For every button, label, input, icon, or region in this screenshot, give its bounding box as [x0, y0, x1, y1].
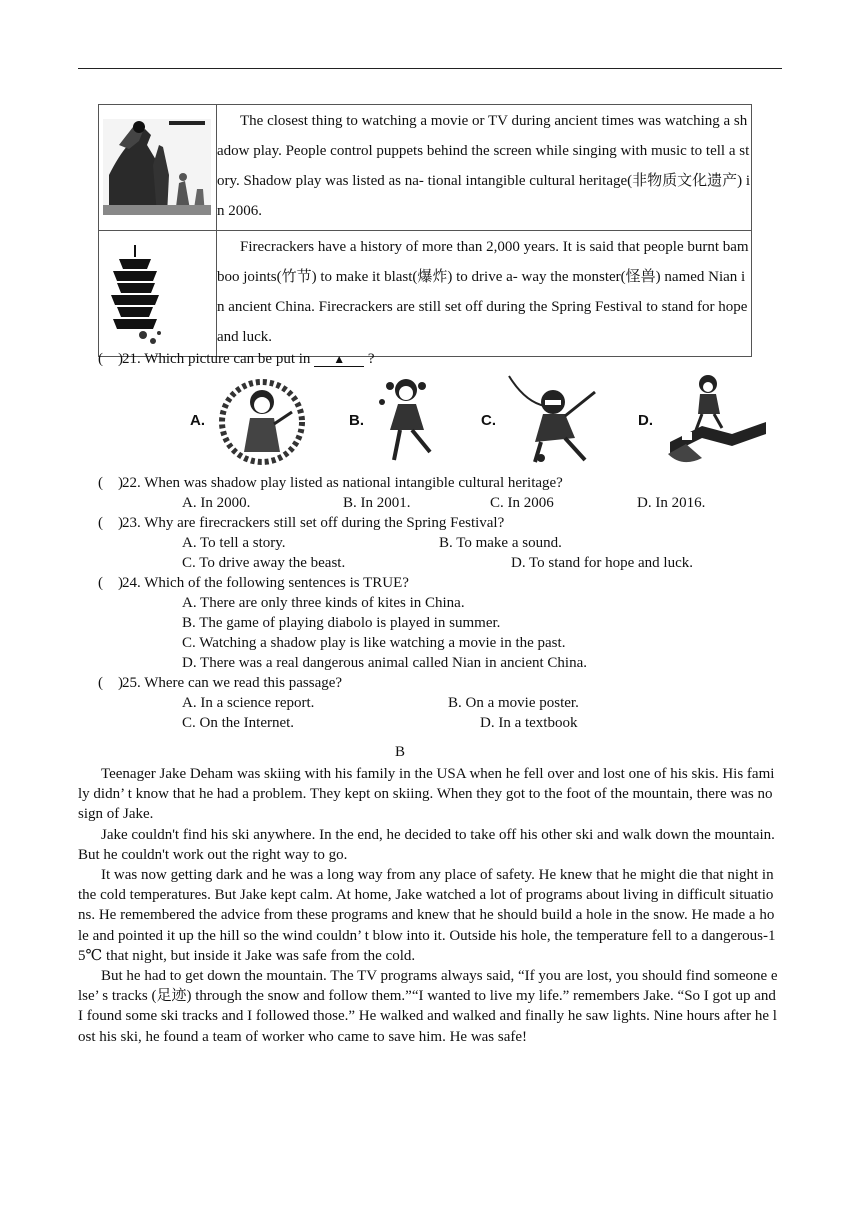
q23-option-d: D. To stand for hope and luck. — [511, 555, 693, 571]
q22-option-a: A. In 2000. — [182, 495, 251, 511]
header-rule — [78, 68, 782, 69]
passage-paragraph: Jake couldn't find his ski anywhere. In the end, he decided to take off his other ski and walk down the mountain. But he couldn't work out the right way to go. — [78, 826, 775, 863]
shuttlecock-girl-image — [372, 372, 444, 468]
question-22 — [98, 473, 563, 493]
firecrackers-text — [217, 231, 752, 357]
q22-option-d: D. In 2016. — [637, 495, 706, 511]
q24-option-c: C. Watching a shadow play is like watching a movie in the past. — [182, 635, 566, 651]
question-text: 22. When was shadow play listed as national intangible cultural heritage? — [122, 475, 563, 491]
answer-blank[interactable]: ( ) — [98, 475, 123, 491]
question-text: 24. Which of the following sentences is TRUE? — [122, 575, 409, 591]
table-row — [99, 105, 752, 231]
answer-blank[interactable]: ( ) — [98, 351, 123, 367]
q24-option-a: A. There are only three kinds of kites in China. — [182, 595, 465, 611]
fill-blank: ▲ — [314, 352, 364, 367]
firecrackers-image — [99, 231, 217, 357]
option-b-label: B. — [349, 412, 364, 429]
passage-paragraph: It was now getting dark and he was a long way from any place of safety. He knew that he might die that night in the cold temperatures. But Jake kept calm. At home, Jake watched a lot of programs about living in difficult situations. He remembered the advice from these programs and knew that he should build a hole in the snow. He made a hole and pointed it up the hill so the wind couldn’ t blow into it. Outside his hole, the temperature fell to a dangerous-15℃ that night, but inside it Jake was safe from the cold. — [78, 867, 776, 964]
q24-option-b: B. The game of playing diabolo is played in summer. — [182, 615, 501, 631]
passage-paragraph: But he had to get down the mountain. The TV programs always said, “If you are lost, you should find someone else’ s tracks (足迹) through the snow and follow them.”“I wanted to live my life.” remembers Jake. “So I got up and I found some ski tracks and I followed those.” He walked and walked and finally he saw lights. Nine hours after he lost his ski, he found a team of worker who came to save him. He was safe! — [78, 968, 778, 1045]
passage-paragraph: Teenager Jake Deham was skiing with his family in the USA when he fell over and lost one of his skis. His family didn’ t know that he had a problem. They kept on skiing. When they got to the foot of the mountain, there was no sign of Jake. — [78, 766, 775, 823]
q24-option-d: D. There was a real dangerous animal called Nian in ancient China. — [182, 655, 587, 671]
answer-blank[interactable]: ( ) — [98, 675, 123, 691]
diabolo-boy-image — [505, 372, 605, 468]
question-25 — [98, 673, 342, 693]
shadow-play-text — [217, 105, 752, 231]
answer-blank[interactable]: ( ) — [98, 515, 123, 531]
section-b-title: B — [394, 744, 405, 760]
firecrackers-paragraph: Firecrackers have a history of more than 2,000 years. It is said that people burnt bamboo joints(竹节) to make it blast(爆炸) to drive a- way the monster(怪兽) named Nian in ancient China. Firecrackers are still set off during the Spring Festival to stand for hope and luck. — [217, 239, 749, 345]
option-c-label: C. — [481, 412, 496, 429]
shadow-play-paragraph: The closest thing to watching a movie or TV during ancient times was watching a shadow play. People control puppets behind the screen while singing with music to tell a story. Shadow play was listed as na- tional intangible cultural heritage(非物质文化遗产) in 2006. — [217, 113, 751, 219]
hopscotch-boy-image — [662, 372, 772, 468]
kite-girl-image — [214, 372, 310, 468]
question-23 — [98, 513, 504, 533]
info-table — [98, 104, 752, 357]
q25-option-a: A. In a science report. — [182, 695, 315, 711]
q22-option-c: C. In 2006 — [490, 495, 554, 511]
q25-option-b: B. On a movie poster. — [448, 695, 579, 711]
option-d-label: D. — [638, 412, 653, 429]
q23-option-c: C. To drive away the beast. — [182, 555, 346, 571]
q25-option-d: D. In a textbook — [480, 715, 578, 731]
question-text: 25. Where can we read this passage? — [122, 675, 343, 691]
shadow-puppet-image — [99, 105, 217, 231]
q22-option-b: B. In 2001. — [343, 495, 411, 511]
question-21: ( )21. Which picture can be put in ▲ ? — [98, 351, 375, 367]
option-a-label: A. — [190, 412, 205, 429]
q23-option-b: B. To make a sound. — [439, 535, 562, 551]
table-row — [99, 231, 752, 357]
question-text: 23. Why are firecrackers still set off during the Spring Festival? — [122, 515, 505, 531]
question-24 — [98, 573, 409, 593]
question-text: 21. Which picture can be put in — [122, 351, 315, 367]
q25-option-c: C. On the Internet. — [182, 715, 295, 731]
answer-blank[interactable]: ( ) — [98, 575, 123, 591]
q23-option-a: A. To tell a story. — [182, 535, 286, 551]
section-b-passage — [78, 764, 778, 1047]
